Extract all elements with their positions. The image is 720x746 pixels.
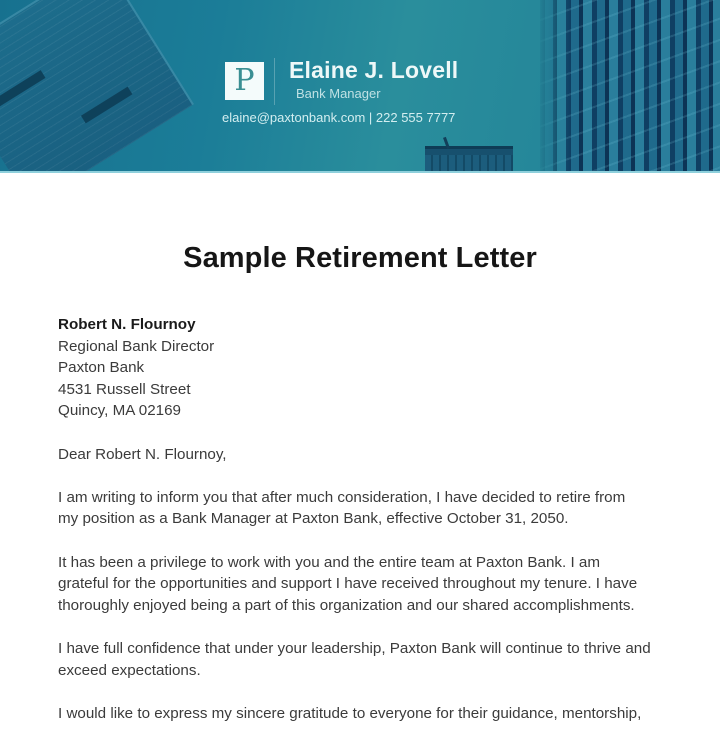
recipient-company: Paxton Bank [58,359,145,377]
recipient-street: 4531 Russell Street [58,380,191,398]
paragraph-gratitude-team [58,552,668,617]
sender-name: Elaine J. Lovell [289,57,459,83]
salutation: Dear Robert N. Flournoy, [58,445,227,463]
paragraph-line: thoroughly enjoyed being a part of this organization and our shared accomplishments. [58,596,635,614]
recipient-position: Regional Bank Director [58,337,215,355]
sender-contact: elaine@paxtonbank.com | 222 555 7777 [222,110,456,125]
recipient-name: Robert N. Flournoy [58,316,196,333]
building-image-right [540,0,720,173]
paragraph-line: I would like to express my sincere gratitude to everyone for their guidance, mentorship, [58,704,642,722]
paragraph-line: It has been a privilege to work with you and the entire team at Paxton Bank. I am [58,553,600,571]
building-image-middle [425,146,513,173]
paragraph-line: my position as a Bank Manager at Paxton Bank, effective October 31, 2050. [58,510,569,528]
header-divider [274,58,275,105]
logo-letter: P [234,63,255,98]
paragraph-line: exceed expectations. [58,661,201,679]
paragraph-line: I am writing to inform you that after much consideration, I have decided to retire from [58,488,626,506]
sender-role: Bank Manager [296,86,381,101]
company-logo [225,62,264,100]
paragraph-line: I have full confidence that under your leadership, Paxton Bank will continue to thrive and [58,639,651,657]
letterhead-banner [0,0,720,173]
recipient-city: Quincy, MA 02169 [58,402,181,420]
paragraph-thanks [58,703,668,725]
paragraph-retirement-notice [58,487,668,530]
document-title: Sample Retirement Letter [183,242,537,274]
letter-body [58,314,668,746]
recipient-address-block [58,314,668,422]
building-image-left [0,0,194,173]
paragraph-line: grateful for the opportunities and support I have received throughout my tenure. I have [58,575,638,593]
paragraph-confidence [58,638,668,681]
